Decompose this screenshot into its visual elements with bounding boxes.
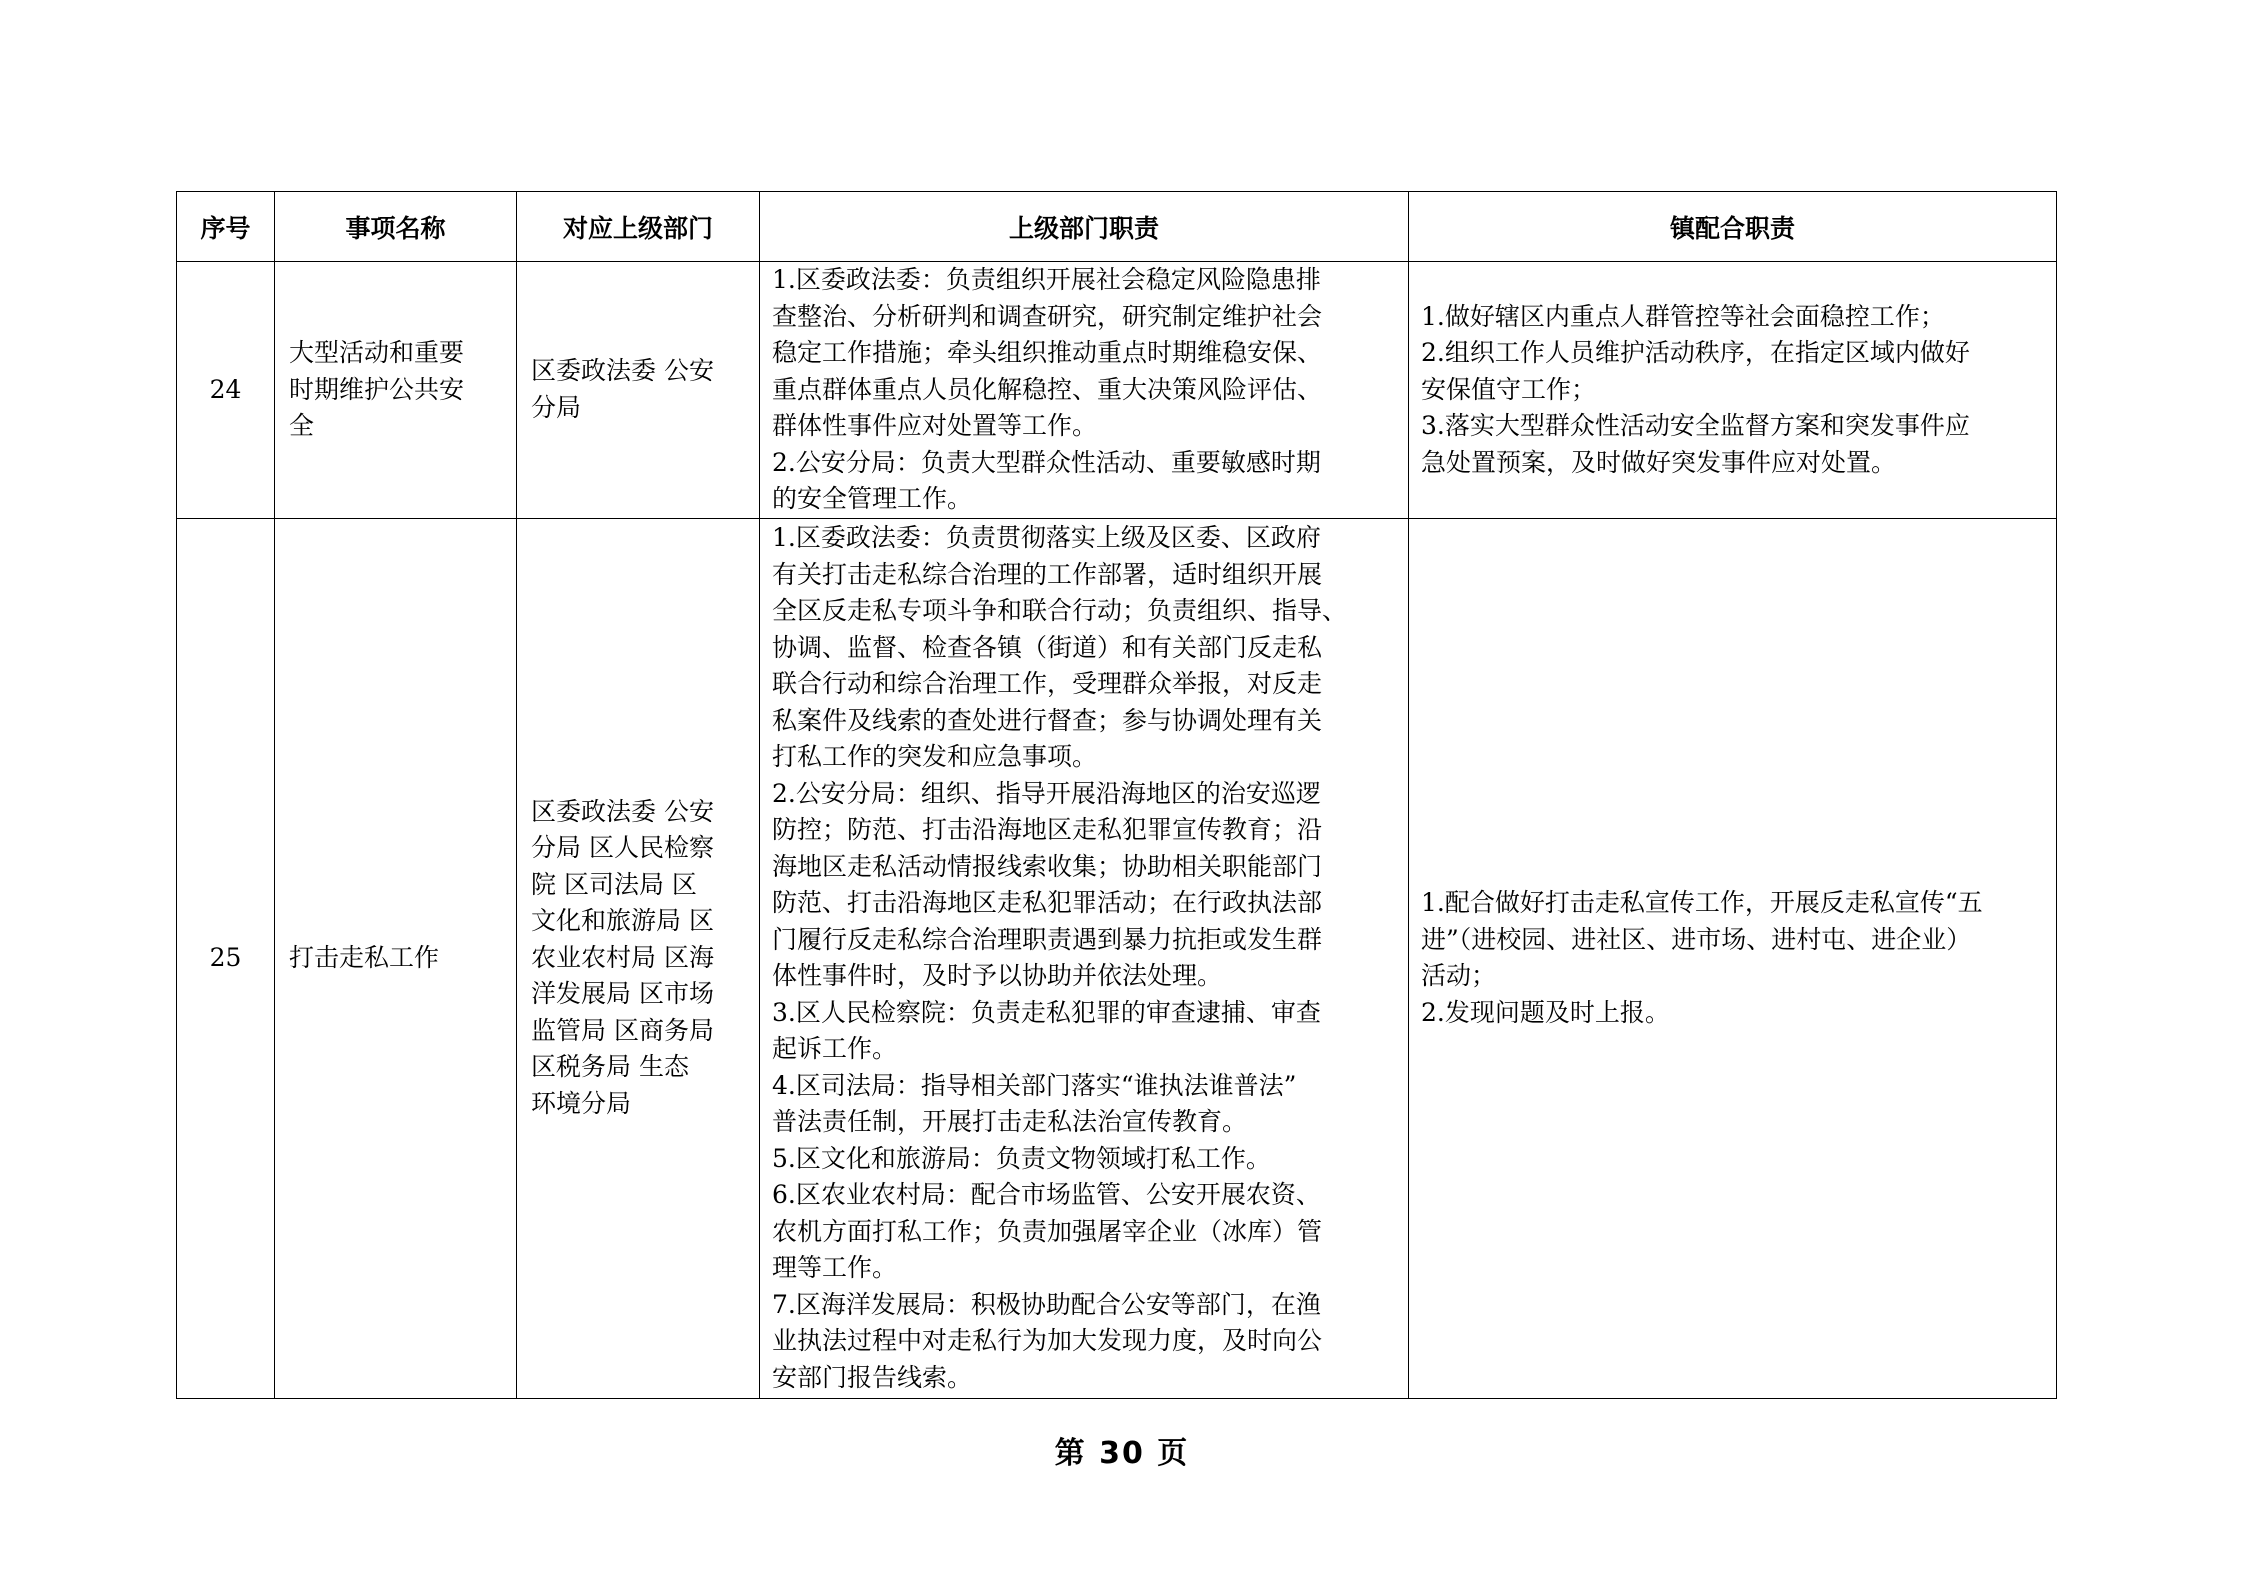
header-serial-number: 序号 [177,192,275,262]
town-duty-cell [1409,262,2057,519]
row-number: 25 [209,942,242,972]
table-row [177,262,2057,519]
table-header-row [177,192,2057,262]
town-duty-text: 1.配合做好打击走私宣传工作，开展反走私宣传“五 进”（进校园、进社区、进市场、进村屯、进企业） 活动； 2.发现问题及时上报。 [1421,888,1983,1027]
page-number: 第 30 页 [1054,1436,1190,1471]
row-number: 24 [209,374,242,404]
department-list: 区委政法委 公安 分局 区人民检察 院 区司法局 区 文化和旅游局 区 农业农村局 区海 洋发展局 区市场 监管局 区商务局 区税务局 生态 环境分局 [531,796,714,1118]
superior-duty-text: 1.区委政法委：负责组织开展社会稳定风险隐患排 查整治、分析研判和调查研究，研究制定维护社会 稳定工作措施；牵头组织推动重点时期维稳安保、 重点群体重点人员化解稳控、重大决策风险评估、 群体性事件应对处置等工作。 2.公安分局：负责大型群众性活动、重要敏感时期 的安全管理工作。 [772,265,1323,513]
header-superior-department: 对应上级部门 [517,192,760,262]
row-number-cell [177,262,275,519]
superior-duty-cell [760,262,1409,519]
row-number-cell [177,518,275,1398]
item-name: 打击走私工作 [289,942,440,972]
header-superior-duties: 上级部门职责 [760,192,1409,262]
department-cell [517,518,760,1398]
responsibility-table [176,191,2057,1399]
header-item-name: 事项名称 [275,192,517,262]
department-list: 区委政法委 公安 分局 [531,356,714,422]
item-name-cell [275,262,517,519]
department-cell [517,262,760,519]
item-name-cell [275,518,517,1398]
table-row [177,518,2057,1398]
superior-duty-text: 1.区委政法委：负责贯彻落实上级及区委、区政府 有关打击走私综合治理的工作部署，适时组织开展 全区反走私专项斗争和联合行动；负责组织、指导、 协调、监督、检查各镇（街道）和有关部门反走私 联合行动和综合治理工作，受理群众举报，对反走 私案件及线索的查处进行督查；参与协调处理有关 打私工作的突发和应急事项。 2.公安分局：组织、指导开展沿海地区的治安巡逻 防控；防范、打击沿海地区走私犯罪宣传教育；沿 海地区走私活动情报线索收集；协助相关职能部门 防范、打击沿海地区走私犯罪活动；在行政执法部 门履行反走私综合治理职责遇到暴力抗拒或发生群 体性事件时，及时予以协助并依法处理。 3.区人民检察院：负责走私犯罪的审查逮捕、审查 起诉工作。 4.区司法局：指导相关部门落实“谁执法谁普法” 普法责任制，开展打击走私法治宣传教育。 5.区文化和旅游局：负责文物领域打私工作。 6.区农业农村局：配合市场监管、公安开展农资、 农机方面打私工作；负责加强屠宰企业（冰库）管 理等工作。 7.区海洋发展局：积极协助配合公安等部门，在渔 业执法过程中对走私行为加大发现力度，及时向公 安部门报告线索。 [772,523,1348,1392]
header-town-duties: 镇配合职责 [1409,192,2057,262]
town-duty-cell [1409,518,2057,1398]
item-name: 大型活动和重要 时期维护公共安 全 [289,338,465,440]
town-duty-text: 1.做好辖区内重点人群管控等社会面稳控工作； 2.组织工作人员维护活动秩序，在指定区域内做好 安保值守工作； 3.落实大型群众性活动安全监督方案和突发事件应 急处置预案，及时做好突发事件应对处置。 [1421,301,1970,477]
superior-duty-cell [760,518,1409,1398]
